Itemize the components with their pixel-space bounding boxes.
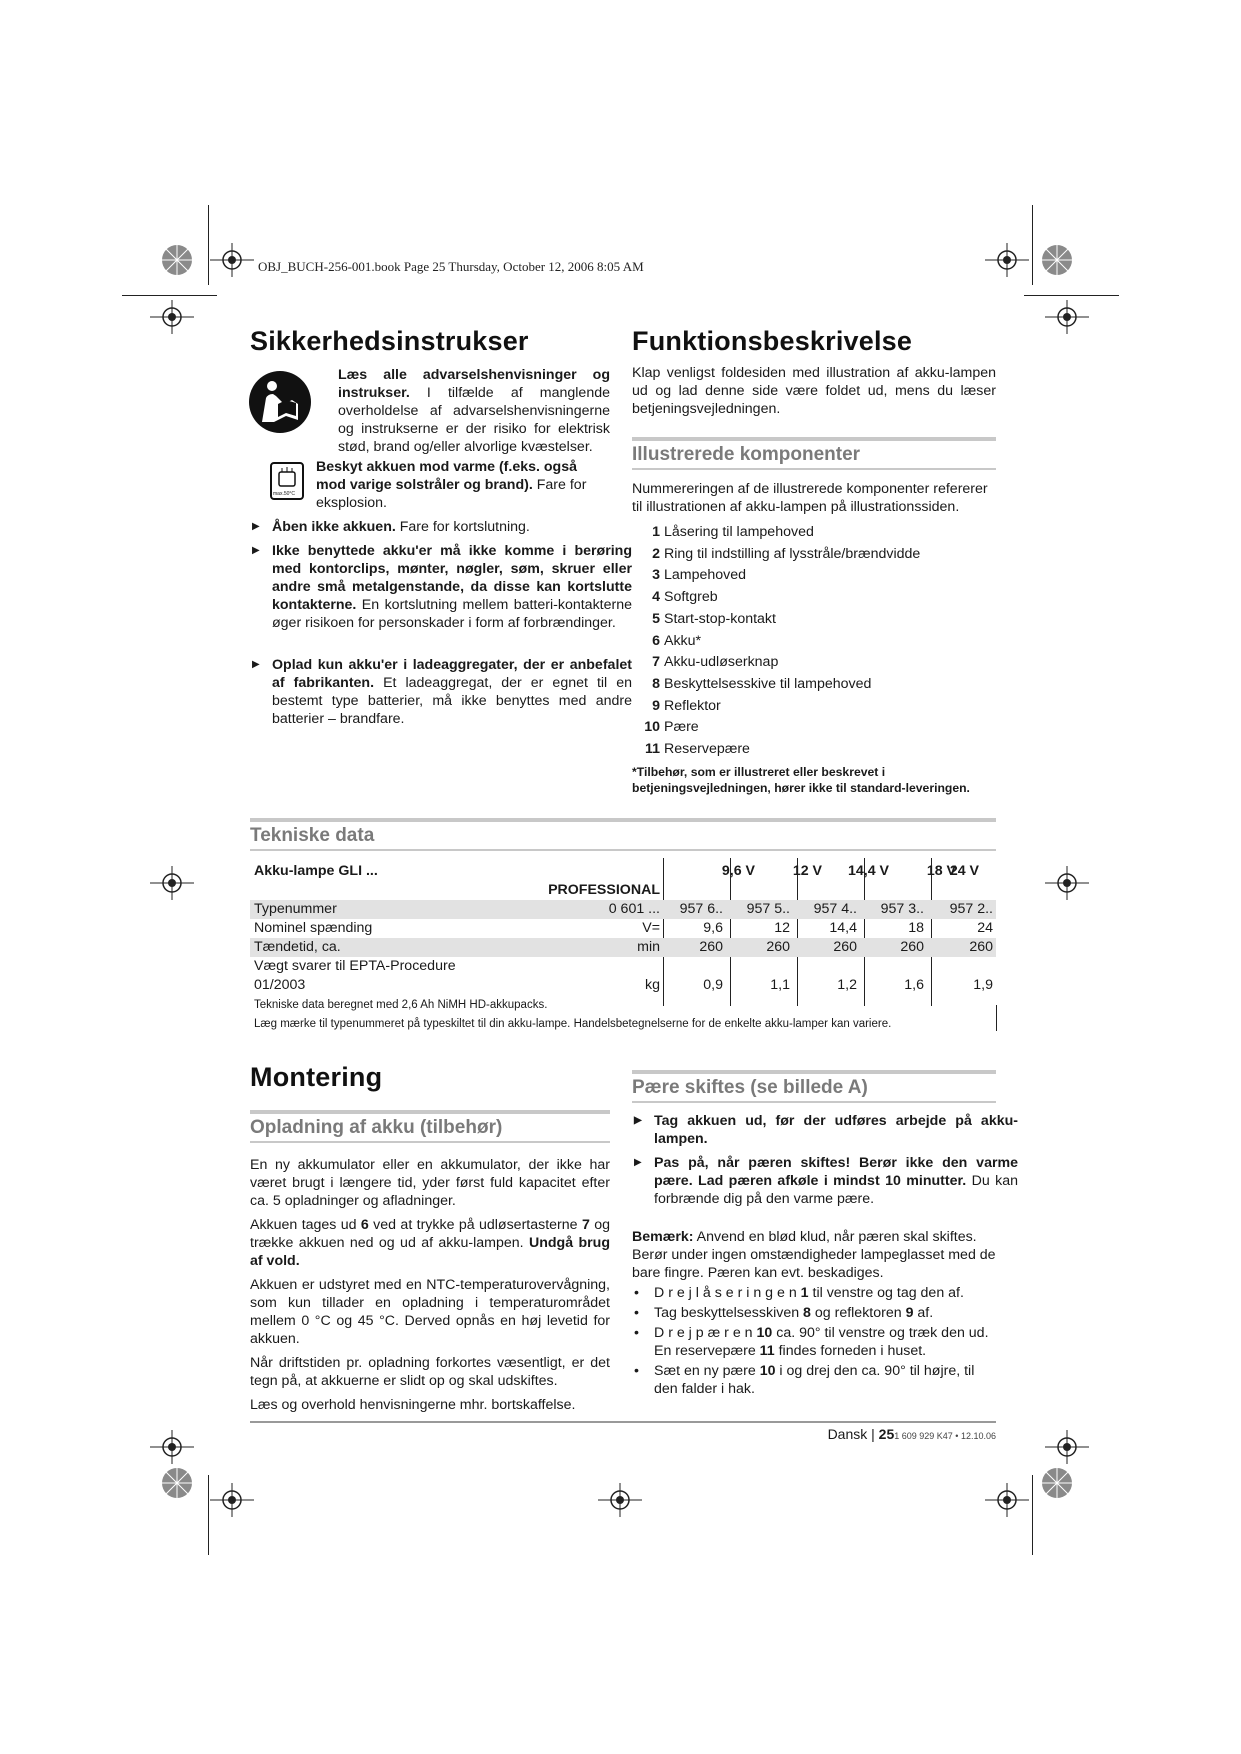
component-item <box>634 674 954 696</box>
bulb-step <box>632 1304 996 1322</box>
mounting-title: Montering <box>250 1062 383 1092</box>
bullet-bold: Åben ikke akkuen. <box>272 519 396 535</box>
crosshair-icon <box>1045 300 1089 334</box>
cell-value: 957 5.. <box>746 901 790 917</box>
crosshair-icon <box>150 866 194 900</box>
cell-value: 1,6 <box>904 977 924 993</box>
component-label: Pære <box>664 719 699 736</box>
text-run: og reflektoren <box>810 1305 906 1321</box>
component-item <box>634 739 954 761</box>
components-intro: Nummereringen af de illustrerede komponenter refererer til illustrationen af akku-lampen på illustrationssiden. <box>632 481 988 515</box>
component-item <box>634 717 954 739</box>
table-row <box>250 957 996 995</box>
cell-value: 18 <box>908 920 924 936</box>
text-run: i og drej den ca. 90° til højre, til den falder i hak. <box>654 1363 975 1397</box>
component-label: Beskyttelsesskive til lampehoved <box>664 675 872 692</box>
voltage-header: 9,6 V <box>721 863 755 879</box>
crosshair-icon <box>985 243 1029 277</box>
crosshair-icon <box>1045 1430 1089 1464</box>
note-text: Anvend en blød klud, når pæren skal skiftes. Berør under ingen omstændigheder lampeglasset med de bare fingre. Pæren kan evt. beskadiges. <box>632 1229 996 1281</box>
safety-bullet-2 <box>250 542 632 632</box>
ref-number: 11 <box>759 1343 775 1359</box>
component-label: Softgreb <box>664 589 718 606</box>
registration-circle-icon <box>160 1466 194 1500</box>
heat-icon-label: max.50°C <box>273 491 296 497</box>
table-divider <box>996 1005 997 1031</box>
text-run: D r e j p æ r e n <box>654 1325 757 1341</box>
crosshair-icon <box>1045 866 1089 900</box>
tech-note-2: Læg mærke til typenummeret på typeskiltet til din akku-lampe. Handelsbetegnelserne for de enkelte akku-lamper kan variere. <box>254 1018 892 1030</box>
voltage-header: 18 V <box>926 863 956 879</box>
print-header: OBJ_BUCH-256-001.book Page 25 Thursday, October 12, 2006 8:05 AM <box>258 259 644 274</box>
component-num: 6 <box>652 632 660 649</box>
ref-number: 1 <box>800 1285 809 1301</box>
cell-value: 1,9 <box>973 977 993 993</box>
component-num: 11 <box>645 741 660 758</box>
row-label: Vægt svarer til EPTA-Procedure <box>254 958 456 974</box>
heat-warning-bold: Beskyt akkuen mod varme (f.eks. også mod varige solstråler og brand). <box>316 459 578 493</box>
cell-value: 0,9 <box>703 977 723 993</box>
component-label: Akku* <box>664 632 702 649</box>
text-run: til venstre og tag den af. <box>808 1285 964 1301</box>
components-list <box>634 522 954 761</box>
row-label: Tændetid, ca. <box>254 939 341 955</box>
accessory-note: *Tilbehør, som er illustreret eller beskrevet i betjeningsvejledningen, hører ikke til standard-leveringen. <box>632 765 970 795</box>
product-name: Akku-lampe GLI ... <box>254 863 378 879</box>
component-num: 3 <box>652 567 660 584</box>
tech-table <box>250 862 996 1032</box>
bullet-bold: Ikke benyttede akku'er må ikke komme i berøring med kontorclips, mønter, nøgler, søm, skruer eller andre små metalgenstande, da disse kan kortslutte kontakterne. <box>272 543 632 613</box>
component-item <box>634 652 954 674</box>
bulb-steps <box>632 1284 996 1398</box>
function-intro: Klap venligst foldesiden med illustration af akku-lampen ud og lad denne side være foldet ud, mens du læser betjeningsvejledningen. <box>632 365 996 417</box>
cell-value: 260 <box>969 939 993 955</box>
table-row <box>250 938 996 957</box>
row-label: Nominel spænding <box>254 920 373 936</box>
row-unit: kg <box>645 977 660 993</box>
bullet-text: En kortslutning mellem batteri-kontakterne øger risikoen for personskader i form af forbrændinger. <box>272 597 632 631</box>
component-item <box>634 631 954 653</box>
cell-value: 957 6.. <box>679 901 723 917</box>
bulb-bullet-1: ▶ Tag akkuen ud, før der udføres arbejde på akku-lampen. <box>632 1112 1018 1148</box>
row-unit: V= <box>642 920 660 936</box>
bullet-bold: Oplad kun akku'er i ladeaggregater, der er anbefalet af fabrikanten. <box>272 657 632 691</box>
component-num: 4 <box>652 589 660 606</box>
safety-title: Sikkerhedsinstrukser <box>250 326 529 356</box>
text-run: findes forneden i huset. <box>774 1343 927 1359</box>
cell-value: 12 <box>774 920 790 936</box>
tech-heading: Tekniske data <box>250 818 996 851</box>
components-heading: Illustrerede komponenter <box>632 437 996 470</box>
registration-circle-icon <box>1040 1466 1074 1500</box>
voltage-header: 14,4 V <box>847 863 889 879</box>
bulb-step <box>632 1284 996 1302</box>
footer-separator: | <box>871 1426 875 1442</box>
ref-number: 10 <box>759 1363 776 1379</box>
bulb-step <box>632 1362 996 1398</box>
cell-value: 957 4.. <box>813 901 857 917</box>
bulb-heading: Pære skiftes (se billede A) <box>632 1070 996 1103</box>
cell-value: 1,2 <box>837 977 857 993</box>
component-label: Akku-udløserknap <box>664 654 779 671</box>
footer-code: 1 609 929 K47 • 12.10.06 <box>894 1431 996 1441</box>
component-label: Låsering til lampehoved <box>664 524 814 540</box>
read-warnings-paragraph <box>338 366 610 456</box>
footer-language: Dansk <box>827 1426 868 1442</box>
crosshair-icon <box>150 1430 194 1464</box>
crosshair-icon <box>150 300 194 334</box>
read-warnings-bold: Læs alle advarselshenvisninger og instrukser. <box>338 367 610 401</box>
function-title: Funktionsbeskrivelse <box>632 326 913 356</box>
voltage-header: 12 V <box>792 863 822 879</box>
table-row <box>250 919 996 938</box>
text-run: D r e j l å s e r i n g e n <box>654 1285 801 1301</box>
tech-note-1: Tekniske data beregnet med 2,6 Ah NiMH HD-akkupacks. <box>254 999 548 1011</box>
table-row <box>250 900 996 919</box>
component-label: Reflektor <box>664 697 721 714</box>
mounting-p1: En ny akkumulator eller en akkumulator, der ikke har været brugt i længere tid, yder først fuld kapacitet efter ca. 5 opladninger og afladninger. <box>250 1157 610 1209</box>
cell-value: 14,4 <box>829 920 857 936</box>
charging-heading: Opladning af akku (tilbehør) <box>250 1110 610 1143</box>
component-label: Start-stop-kontakt <box>664 610 776 627</box>
crop-line <box>1032 1475 1033 1555</box>
mounting-p3: Akkuen er udstyret med en NTC-temperaturovervågning, som kun tillader en opladning i temperaturområdet mellem 0 °C og 45 °C. Derved opnås en høj levetid for akkuen. <box>250 1277 610 1347</box>
table-professional-row <box>250 881 996 900</box>
component-num: 9 <box>652 697 660 714</box>
text-run: Sæt en ny pære <box>654 1363 760 1379</box>
ref-number: 9 <box>905 1305 914 1321</box>
bullet-text: Du kan forbrænde dig på den varme pære. <box>654 1173 1018 1207</box>
safety-bullet-1 <box>250 518 632 536</box>
component-num: 1 <box>652 524 660 540</box>
crop-line <box>1024 295 1119 296</box>
text-run: og trække akkuen ned og ud af akku-lampen. <box>250 1217 610 1251</box>
component-item <box>634 522 954 544</box>
crop-line <box>208 1475 209 1555</box>
row-unit: min <box>637 939 660 955</box>
footer <box>700 1426 996 1442</box>
ref-number: 10 <box>756 1325 773 1341</box>
component-item <box>634 696 954 718</box>
bullet-text: Et ladeaggregat, der er egnet til en bestemt type batterier, må ikke benyttes med andre batterier – brandfare. <box>272 675 632 727</box>
crop-line <box>1032 205 1033 285</box>
cell-value: 9,6 <box>703 920 723 936</box>
heat-warning-paragraph <box>316 458 610 512</box>
crop-line <box>122 295 217 296</box>
heat-warning-icon <box>270 462 304 500</box>
text-run: ca. 90° til venstre og træk den ud. En reservepære <box>654 1325 989 1359</box>
row-label: Typenummer <box>254 901 337 917</box>
mounting-p5: Læs og overhold henvisningerne mhr. bortskaffelse. <box>250 1397 576 1413</box>
crosshair-icon <box>210 243 254 277</box>
emphasis: Undgå brug af vold. <box>250 1235 610 1269</box>
professional-label: PROFESSIONAL <box>548 882 660 898</box>
crosshair-icon <box>598 1483 642 1517</box>
safety-bullet-3 <box>250 656 632 728</box>
mounting-p4: Når driftstiden pr. opladning forkortes væsentligt, er det tegn på, at akkuerne er slidt op og skal udskiftes. <box>250 1355 610 1389</box>
cell-value: 957 3.. <box>880 901 924 917</box>
component-num: 2 <box>652 545 660 562</box>
cell-value: 260 <box>766 939 790 955</box>
read-warnings-text: I tilfælde af manglende overholdelse af advarselshenvisningerne og instrukserne er der risiko for elektrisk stød, brand og/eller alvorlige kvæstelser. <box>338 385 610 455</box>
cell-value: 957 2.. <box>949 901 993 917</box>
bullet-bold: Pas på, når pæren skiftes! Berør ikke den varme pære. Lad pæren afkøle i mindst 10 minutter. <box>654 1155 1018 1189</box>
text-run: Tag beskyttelsesskiven <box>654 1305 804 1321</box>
bullet-text: Fare for kortslutning. <box>395 519 530 535</box>
cell-value: 260 <box>833 939 857 955</box>
registration-circle-icon <box>1040 243 1074 277</box>
voltage-header: 24 V <box>949 863 979 879</box>
registration-circle-icon <box>160 243 194 277</box>
component-item <box>634 565 954 587</box>
component-num: 5 <box>652 610 660 627</box>
component-label: Reservepære <box>664 741 750 758</box>
ref-number: 6 <box>360 1217 369 1233</box>
component-label: Ring til indstilling af lysstråle/brændvidde <box>664 545 921 562</box>
row-label-line2: 01/2003 <box>254 977 306 993</box>
cell-value: 24 <box>977 920 993 936</box>
crosshair-icon <box>210 1483 254 1517</box>
row-unit: 0 601 ... <box>608 901 660 917</box>
text-run: ved at trykke på udløsertasterne <box>368 1217 582 1233</box>
component-label: Lampehoved <box>664 567 747 584</box>
note-label: Bemærk: <box>632 1229 694 1245</box>
page-number: 25 <box>878 1426 895 1442</box>
crop-line <box>208 205 209 285</box>
table-header-row <box>250 862 996 881</box>
crosshair-icon <box>985 1483 1029 1517</box>
component-item <box>634 587 954 609</box>
ref-number: 8 <box>803 1305 811 1321</box>
cell-value: 260 <box>699 939 723 955</box>
ref-number: 7 <box>581 1217 590 1233</box>
component-num: 10 <box>644 719 660 736</box>
cell-value: 1,1 <box>770 977 790 993</box>
component-num: 7 <box>652 654 660 671</box>
read-manual-icon <box>248 370 312 439</box>
text-run: Akkuen tages ud <box>250 1217 361 1233</box>
component-num: 8 <box>652 675 660 692</box>
footer-rule <box>250 1421 996 1423</box>
mounting-text <box>250 1156 610 1414</box>
bulb-step <box>632 1324 996 1360</box>
bulb-note <box>632 1228 996 1282</box>
cell-value: 260 <box>900 939 924 955</box>
mounting-p2 <box>250 1216 610 1270</box>
component-item <box>634 609 954 631</box>
heat-warning-text: Fare for eksplosion. <box>316 477 587 511</box>
component-item <box>634 544 954 566</box>
bulb-bullet-2 <box>632 1154 1018 1208</box>
text-run: af. <box>913 1305 934 1321</box>
